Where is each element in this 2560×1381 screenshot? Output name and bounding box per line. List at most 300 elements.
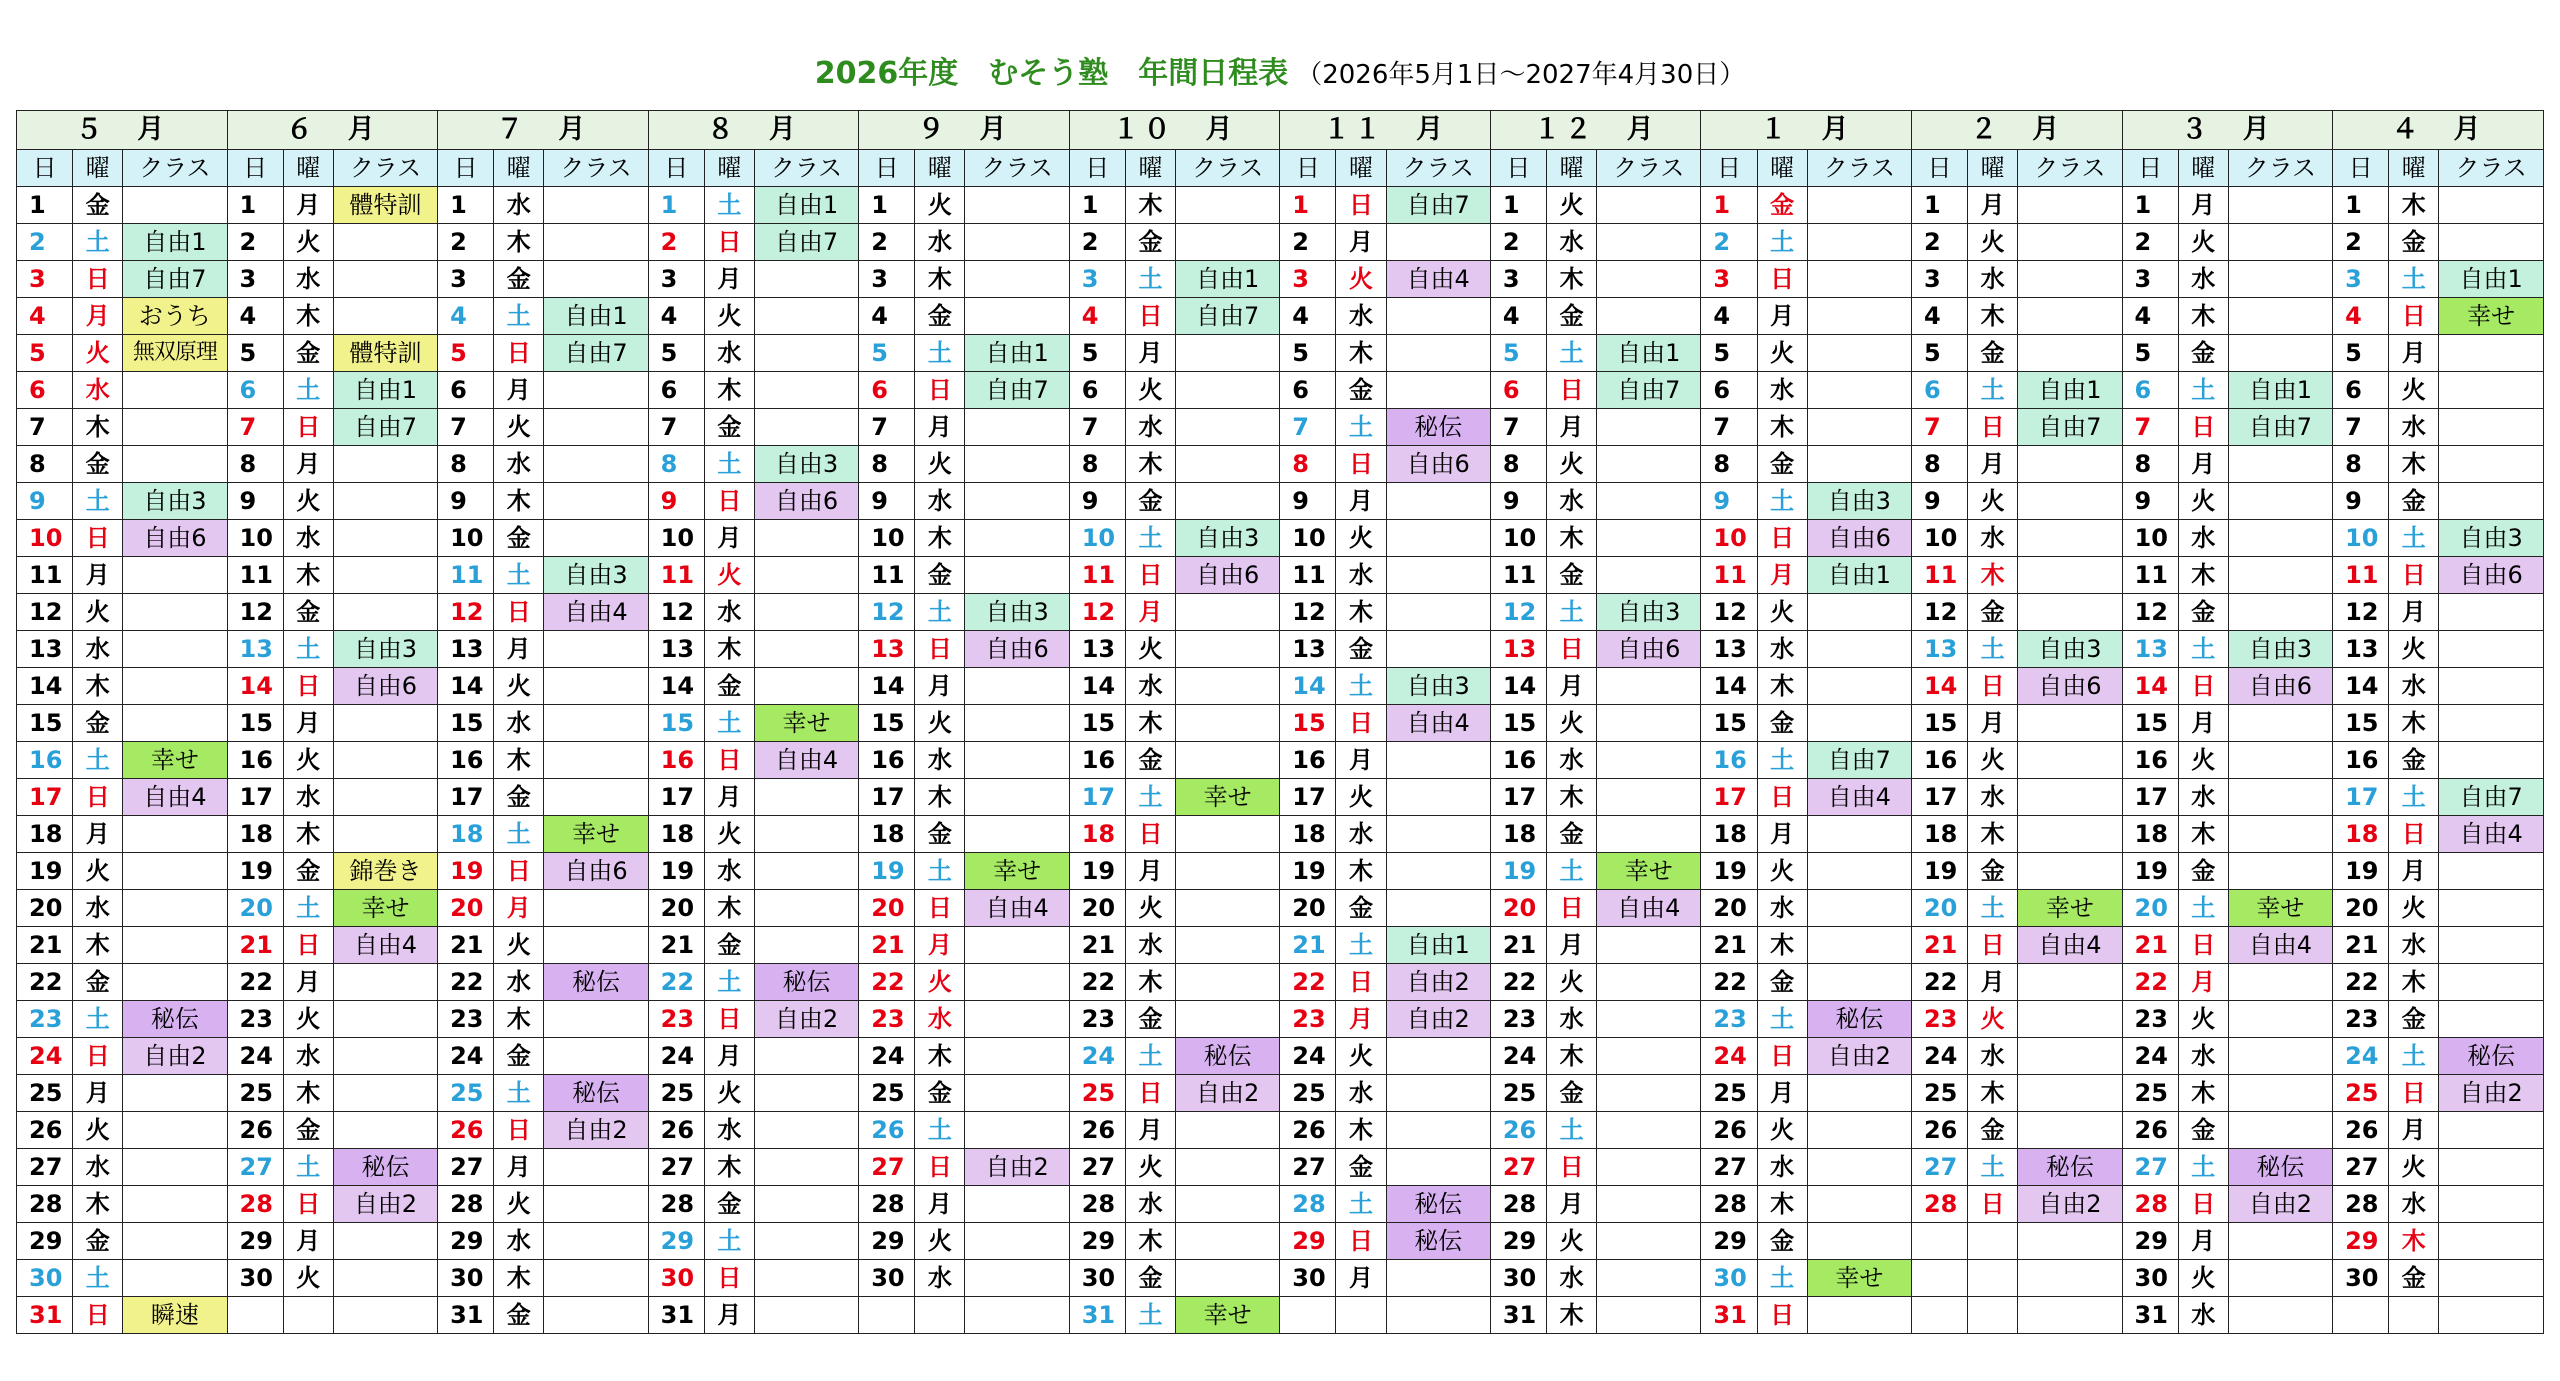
- class-cell: [2439, 187, 2544, 224]
- day-cell: 9: [1069, 483, 1125, 520]
- weekday-cell: 金: [283, 335, 333, 372]
- class-cell: [2018, 705, 2122, 742]
- class-cell: 自由3: [2228, 631, 2332, 668]
- class-cell: [1807, 705, 1911, 742]
- weekday-cell: 月: [1547, 927, 1597, 964]
- weekday-cell: 金: [1547, 557, 1597, 594]
- class-cell: [1386, 224, 1490, 261]
- day-cell: 4: [2122, 298, 2178, 335]
- day-cell: 25: [1911, 1075, 1967, 1112]
- weekday-cell: 日: [283, 409, 333, 446]
- day-cell: 15: [227, 705, 283, 742]
- day-cell: 14: [1490, 668, 1546, 705]
- weekday-cell: 日: [1757, 1297, 1807, 1334]
- weekday-cell: 日: [1125, 298, 1175, 335]
- weekday-cell: 月: [915, 409, 965, 446]
- class-cell: [2228, 705, 2332, 742]
- class-cell: 自由7: [2018, 409, 2122, 446]
- date-row: [17, 816, 2544, 853]
- class-cell: [1176, 1149, 1280, 1186]
- class-cell: 自由2: [965, 1149, 1069, 1186]
- day-cell: 29: [1490, 1223, 1546, 1260]
- day-cell: 17: [1701, 779, 1757, 816]
- weekday-cell: 土: [1757, 224, 1807, 261]
- day-cell: 15: [1911, 705, 1967, 742]
- day-cell: 2: [1280, 224, 1336, 261]
- day-cell: 30: [17, 1260, 73, 1297]
- day-col-header: 日: [1701, 150, 1757, 187]
- class-cell: [2018, 1223, 2122, 1260]
- day-cell: 26: [1911, 1112, 1967, 1149]
- class-cell: 自由4: [333, 927, 437, 964]
- weekday-cell: 水: [1968, 520, 2018, 557]
- day-cell: 21: [2122, 927, 2178, 964]
- class-cell: 自由7: [965, 372, 1069, 409]
- day-cell: 15: [1490, 705, 1546, 742]
- class-cell: [1597, 187, 1701, 224]
- day-cell: 13: [1490, 631, 1546, 668]
- day-cell: 26: [17, 1112, 73, 1149]
- day-cell: 18: [17, 816, 73, 853]
- weekday-cell: 月: [1757, 816, 1807, 853]
- class-cell: 自由1: [1176, 261, 1280, 298]
- date-row: [17, 1186, 2544, 1223]
- weekday-cell: 月: [2178, 964, 2228, 1001]
- day-cell: 27: [438, 1149, 494, 1186]
- day-cell: 10: [1069, 520, 1125, 557]
- day-cell: 14: [648, 668, 704, 705]
- day-cell: 20: [859, 890, 915, 927]
- weekday-cell: 火: [1547, 1223, 1597, 1260]
- day-cell: 11: [859, 557, 915, 594]
- weekday-cell: 水: [73, 1149, 123, 1186]
- weekday-cell: 火: [1968, 224, 2018, 261]
- weekday-cell: 水: [2389, 409, 2439, 446]
- weekday-cell: 日: [915, 372, 965, 409]
- day-cell: 2: [1490, 224, 1546, 261]
- class-cell: 自由3: [2018, 631, 2122, 668]
- class-cell: [544, 779, 648, 816]
- class-cell: 自由3: [123, 483, 227, 520]
- weekday-cell: 木: [1336, 853, 1386, 890]
- weekday-cell: 土: [1336, 1186, 1386, 1223]
- weekday-cell: 月: [1547, 1186, 1597, 1223]
- weekday-cell: 日: [1757, 779, 1807, 816]
- weekday-cell: 火: [2389, 631, 2439, 668]
- day-cell: 29: [1280, 1223, 1336, 1260]
- day-cell: 26: [859, 1112, 915, 1149]
- date-row: [17, 261, 2544, 298]
- weekday-cell: 火: [1125, 890, 1175, 927]
- class-cell: [2228, 779, 2332, 816]
- day-cell: 2: [227, 224, 283, 261]
- day-cell: 7: [859, 409, 915, 446]
- weekday-cell: 水: [1968, 261, 2018, 298]
- day-cell: 11: [648, 557, 704, 594]
- day-cell: 11: [17, 557, 73, 594]
- day-cell: 3: [17, 261, 73, 298]
- weekday-cell: 土: [1547, 335, 1597, 372]
- class-cell: [544, 742, 648, 779]
- day-cell: 17: [1280, 779, 1336, 816]
- day-cell: 12: [227, 594, 283, 631]
- day-cell: 10: [1911, 520, 1967, 557]
- class-cell: [333, 1112, 437, 1149]
- month-header: ４ 月: [2333, 111, 2544, 150]
- day-cell: 4: [648, 298, 704, 335]
- weekday-cell: 木: [1968, 298, 2018, 335]
- class-cell: [333, 1260, 437, 1297]
- day-cell: 19: [1069, 853, 1125, 890]
- class-cell: [333, 1038, 437, 1075]
- weekday-cell: 月: [73, 298, 123, 335]
- day-cell: 4: [1490, 298, 1546, 335]
- weekday-cell: 土: [283, 890, 333, 927]
- class-cell: [1386, 890, 1490, 927]
- weekday-cell: 日: [1547, 372, 1597, 409]
- class-cell: [123, 927, 227, 964]
- weekday-cell: 土: [73, 1001, 123, 1038]
- day-cell: 28: [2122, 1186, 2178, 1223]
- weekday-cell: 火: [494, 409, 544, 446]
- day-cell: 20: [648, 890, 704, 927]
- weekday-cell: 木: [1336, 335, 1386, 372]
- day-cell: 6: [1069, 372, 1125, 409]
- weekday-cell: 日: [1125, 1075, 1175, 1112]
- day-cell: 24: [859, 1038, 915, 1075]
- weekday-cell: 火: [1336, 520, 1386, 557]
- class-cell: [2439, 483, 2544, 520]
- class-cell: 自由6: [333, 668, 437, 705]
- class-cell: [2439, 372, 2544, 409]
- day-cell: 6: [227, 372, 283, 409]
- class-cell: [2018, 742, 2122, 779]
- class-cell: [123, 557, 227, 594]
- weekday-cell: 木: [1547, 520, 1597, 557]
- day-cell: 12: [2333, 594, 2389, 631]
- weekday-cell: 木: [915, 520, 965, 557]
- weekday-cell: 木: [1968, 816, 2018, 853]
- class-cell: 自由4: [123, 779, 227, 816]
- day-cell: 23: [227, 1001, 283, 1038]
- class-cell: [2228, 1038, 2332, 1075]
- class-cell: [1807, 409, 1911, 446]
- class-cell: [1176, 1001, 1280, 1038]
- class-cell: 自由4: [2228, 927, 2332, 964]
- class-cell: 自由4: [965, 890, 1069, 927]
- class-cell: [1386, 594, 1490, 631]
- class-cell: [2228, 742, 2332, 779]
- class-cell: 自由6: [754, 483, 858, 520]
- class-cell: 自由3: [544, 557, 648, 594]
- class-cell: [544, 890, 648, 927]
- class-cell: 秘伝: [1176, 1038, 1280, 1075]
- weekday-cell: 水: [2178, 1297, 2228, 1334]
- day-col-header: 日: [438, 150, 494, 187]
- day-cell: 24: [17, 1038, 73, 1075]
- day-cell: 16: [1069, 742, 1125, 779]
- day-cell: 4: [1701, 298, 1757, 335]
- day-cell: 7: [1069, 409, 1125, 446]
- date-row: [17, 853, 2544, 890]
- weekday-cell: 水: [73, 372, 123, 409]
- day-cell: 28: [17, 1186, 73, 1223]
- weekday-cell: 水: [2178, 520, 2228, 557]
- day-cell: 21: [648, 927, 704, 964]
- class-cell: [1386, 779, 1490, 816]
- day-cell: 21: [1069, 927, 1125, 964]
- weekday-cell: 木: [2389, 964, 2439, 1001]
- weekday-cell: 水: [73, 631, 123, 668]
- class-cell: [1807, 187, 1911, 224]
- day-cell: 13: [859, 631, 915, 668]
- class-cell: 自由6: [1807, 520, 1911, 557]
- weekday-cell: 水: [1125, 927, 1175, 964]
- date-row: [17, 890, 2544, 927]
- day-cell: 21: [17, 927, 73, 964]
- day-cell: 12: [1911, 594, 1967, 631]
- weekday-cell: 金: [2178, 335, 2228, 372]
- day-cell: 27: [1280, 1149, 1336, 1186]
- day-cell: 2: [859, 224, 915, 261]
- day-col-header: 日: [17, 150, 73, 187]
- day-cell: 22: [648, 964, 704, 1001]
- weekday-cell: 月: [1547, 668, 1597, 705]
- weekday-cell: 金: [1547, 298, 1597, 335]
- date-row: [17, 224, 2544, 261]
- day-cell: 7: [1490, 409, 1546, 446]
- weekday-cell: 日: [73, 520, 123, 557]
- day-cell: 23: [648, 1001, 704, 1038]
- day-cell: 11: [1490, 557, 1546, 594]
- class-cell: [1597, 520, 1701, 557]
- date-row: [17, 705, 2544, 742]
- day-cell: 16: [438, 742, 494, 779]
- weekday-cell: 日: [2389, 816, 2439, 853]
- class-cell: 幸せ: [754, 705, 858, 742]
- weekday-cell: 日: [283, 927, 333, 964]
- weekday-cell: 火: [2178, 483, 2228, 520]
- weekday-cell: 水: [915, 1001, 965, 1038]
- day-cell: 6: [1701, 372, 1757, 409]
- class-cell: [2018, 594, 2122, 631]
- weekday-cell: [1968, 1223, 2018, 1260]
- class-cell: 自由4: [2018, 927, 2122, 964]
- weekday-cell: 水: [1336, 1075, 1386, 1112]
- weekday-cell: 金: [1125, 742, 1175, 779]
- day-cell: 28: [859, 1186, 915, 1223]
- weekday-cell: 火: [2178, 1001, 2228, 1038]
- day-cell: 31: [438, 1297, 494, 1334]
- weekday-cell: 火: [494, 668, 544, 705]
- weekday-cell: 水: [283, 520, 333, 557]
- class-cell: [123, 668, 227, 705]
- weekday-cell: 土: [704, 1223, 754, 1260]
- weekday-cell: 水: [915, 483, 965, 520]
- day-cell: 20: [1701, 890, 1757, 927]
- class-cell: [2228, 446, 2332, 483]
- day-cell: 6: [438, 372, 494, 409]
- class-cell: [123, 187, 227, 224]
- class-cell: [1386, 1149, 1490, 1186]
- class-cell: [333, 742, 437, 779]
- date-row: [17, 446, 2544, 483]
- weekday-cell: 水: [1547, 224, 1597, 261]
- class-cell: 自由7: [2439, 779, 2544, 816]
- day-cell: 27: [227, 1149, 283, 1186]
- class-cell: 自由2: [1807, 1038, 1911, 1075]
- class-cell: [965, 446, 1069, 483]
- class-cell: 秘伝: [1386, 409, 1490, 446]
- weekday-cell: 水: [494, 446, 544, 483]
- weekday-cell: 水: [73, 890, 123, 927]
- weekday-cell: 金: [1757, 187, 1807, 224]
- class-cell: [1807, 1297, 1911, 1334]
- class-cell: 秘伝: [1386, 1186, 1490, 1223]
- class-cell: [1597, 1186, 1701, 1223]
- day-cell: 9: [2333, 483, 2389, 520]
- class-cell: [2228, 335, 2332, 372]
- weekday-cell: 火: [704, 1075, 754, 1112]
- day-cell: 22: [2333, 964, 2389, 1001]
- weekday-cell: 月: [494, 372, 544, 409]
- class-cell: [2228, 187, 2332, 224]
- weekday-cell: 水: [1968, 1038, 2018, 1075]
- weekday-cell: [1968, 1297, 2018, 1334]
- weekday-cell: 水: [1547, 1001, 1597, 1038]
- day-cell: 28: [1911, 1186, 1967, 1223]
- day-cell: 26: [1069, 1112, 1125, 1149]
- class-cell: 瞬速: [123, 1297, 227, 1334]
- class-cell: [965, 187, 1069, 224]
- day-cell: 11: [1701, 557, 1757, 594]
- day-cell: 13: [1280, 631, 1336, 668]
- day-cell: 30: [2333, 1260, 2389, 1297]
- weekday-cell: 水: [283, 779, 333, 816]
- weekday-cell: 金: [1125, 483, 1175, 520]
- weekday-cell: 火: [1336, 1038, 1386, 1075]
- day-cell: 24: [1701, 1038, 1757, 1075]
- weekday-cell: 水: [1968, 779, 2018, 816]
- day-cell: 16: [17, 742, 73, 779]
- day-cell: 20: [1280, 890, 1336, 927]
- weekday-cell: 土: [915, 1112, 965, 1149]
- weekday-cell: 土: [2389, 779, 2439, 816]
- class-col-header: クラス: [2439, 150, 2544, 187]
- day-cell: 30: [859, 1260, 915, 1297]
- day-cell: 24: [227, 1038, 283, 1075]
- day-col-header: 日: [1280, 150, 1336, 187]
- day-cell: 3: [1280, 261, 1336, 298]
- weekday-cell: 土: [915, 335, 965, 372]
- weekday-cell: 土: [1757, 1260, 1807, 1297]
- class-cell: [2439, 1186, 2544, 1223]
- day-cell: 7: [227, 409, 283, 446]
- class-cell: [1176, 187, 1280, 224]
- day-cell: 26: [648, 1112, 704, 1149]
- weekday-cell: 月: [1547, 409, 1597, 446]
- weekday-cell: 日: [704, 1001, 754, 1038]
- class-cell: [544, 261, 648, 298]
- class-cell: [2018, 1260, 2122, 1297]
- weekday-cell: 月: [2389, 594, 2439, 631]
- weekday-cell: 木: [494, 1260, 544, 1297]
- weekday-cell: 火: [2389, 1149, 2439, 1186]
- class-cell: [1807, 372, 1911, 409]
- weekday-cell: 月: [704, 1038, 754, 1075]
- class-cell: [1597, 1075, 1701, 1112]
- day-cell: 19: [1490, 853, 1546, 890]
- day-cell: 9: [1280, 483, 1336, 520]
- class-cell: [333, 483, 437, 520]
- day-cell: 9: [2122, 483, 2178, 520]
- weekday-cell: 月: [1968, 964, 2018, 1001]
- weekday-cell: 月: [704, 261, 754, 298]
- weekday-cell: 木: [2178, 1075, 2228, 1112]
- weekday-cell: 月: [73, 816, 123, 853]
- weekday-cell: 月: [2178, 187, 2228, 224]
- class-cell: [2018, 964, 2122, 1001]
- weekday-cell: 土: [1547, 853, 1597, 890]
- weekday-cell: 土: [1125, 261, 1175, 298]
- day-cell: 3: [2333, 261, 2389, 298]
- weekday-cell: 木: [1336, 594, 1386, 631]
- weekday-cell: 金: [494, 1297, 544, 1334]
- weekday-cell: 月: [2389, 853, 2439, 890]
- day-cell: 8: [227, 446, 283, 483]
- class-cell: [965, 298, 1069, 335]
- weekday-cell: 日: [494, 853, 544, 890]
- day-cell: 8: [1490, 446, 1546, 483]
- day-cell: 19: [1911, 853, 1967, 890]
- weekday-cell: 月: [1757, 298, 1807, 335]
- day-cell: 15: [438, 705, 494, 742]
- weekday-cell: 火: [73, 335, 123, 372]
- day-cell: 18: [1911, 816, 1967, 853]
- day-cell: 1: [2333, 187, 2389, 224]
- class-cell: 自由2: [754, 1001, 858, 1038]
- class-cell: [333, 298, 437, 335]
- weekday-cell: 金: [2389, 742, 2439, 779]
- class-cell: 體特訓: [333, 187, 437, 224]
- class-cell: 自由6: [544, 853, 648, 890]
- weekday-cell: 火: [1125, 1149, 1175, 1186]
- weekday-cell: 日: [1336, 705, 1386, 742]
- day-cell: 5: [1701, 335, 1757, 372]
- class-cell: [123, 1075, 227, 1112]
- class-cell: [1386, 742, 1490, 779]
- day-cell: 8: [859, 446, 915, 483]
- date-row: [17, 964, 2544, 1001]
- day-cell: 21: [438, 927, 494, 964]
- day-cell: 13: [2122, 631, 2178, 668]
- day-cell: 11: [227, 557, 283, 594]
- class-cell: [544, 927, 648, 964]
- class-cell: [1597, 668, 1701, 705]
- weekday-cell: 水: [494, 705, 544, 742]
- weekday-cell: 火: [283, 1260, 333, 1297]
- weekday-cell: 月: [915, 668, 965, 705]
- date-row: [17, 1075, 2544, 1112]
- month-header: ３ 月: [2122, 111, 2333, 150]
- day-cell: 10: [1490, 520, 1546, 557]
- day-cell: 3: [438, 261, 494, 298]
- weekday-cell: 木: [2178, 816, 2228, 853]
- class-cell: [754, 409, 858, 446]
- day-cell: 28: [648, 1186, 704, 1223]
- class-cell: [965, 779, 1069, 816]
- class-cell: 自由2: [123, 1038, 227, 1075]
